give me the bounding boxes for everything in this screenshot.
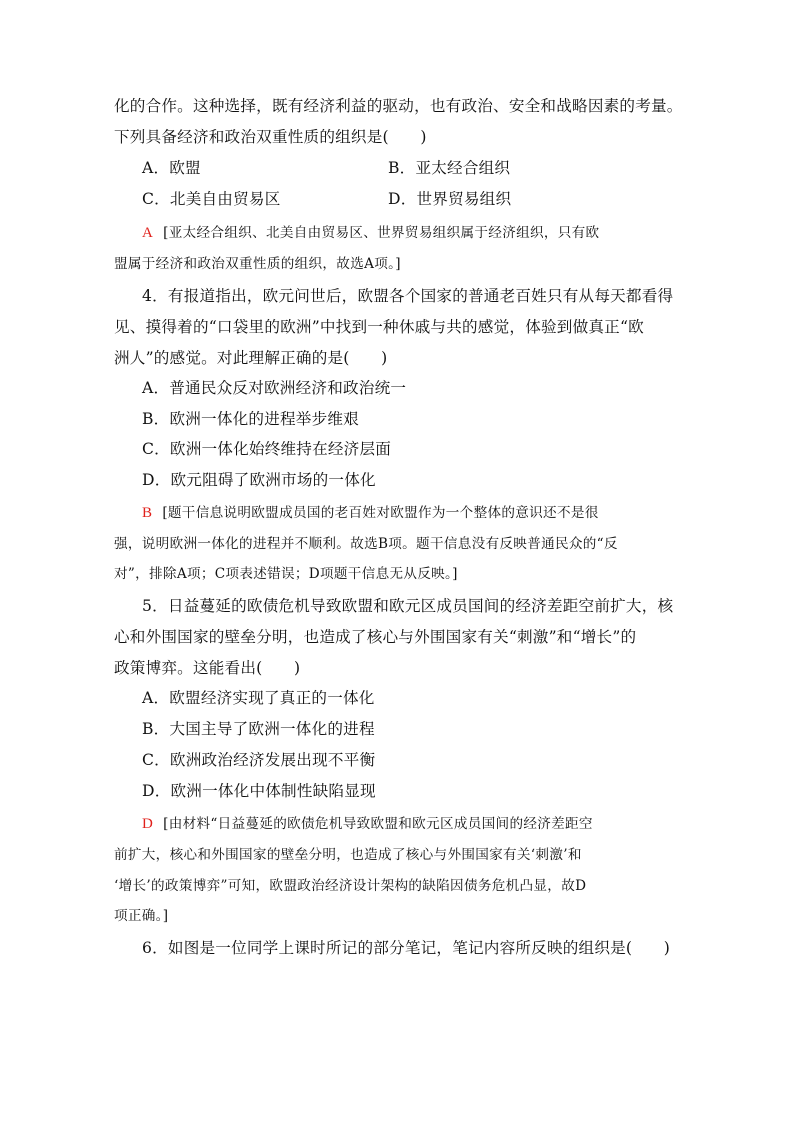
option-a: A．欧盟 (142, 159, 201, 177)
option-d: D．欧元阻碍了欧洲市场的一体化 (142, 471, 376, 489)
question-stem: 6．如图是一位同学上课时所记的部分笔记，笔记内容所反映的组织是( ) (142, 939, 671, 957)
text-line: 化的合作。这种选择，既有经济利益的驱动，也有政治、安全和战略因素的考量。 (114, 97, 683, 115)
answer-explanation: 对”，排除A项；C项表述错误；D项题干信息无从反映。] (114, 566, 458, 582)
question-stem: 见、摸得着的“口袋里的欧洲”中找到一种休戚与共的感觉，体验到做真正“欧 (114, 318, 644, 336)
question-stem: 心和外围国家的壁垒分明，也造成了核心与外围国家有关“刺激”和“增长”的 (114, 628, 637, 646)
answer-line (142, 503, 599, 523)
option-c: C．欧洲一体化始终维持在经济层面 (142, 440, 392, 458)
option-c: C．北美自由贸易区 (142, 190, 281, 208)
option-d: D．欧洲一体化中体制性缺陷显现 (142, 782, 376, 800)
answer-explanation: ‘增长’的政策博弈”可知，欧盟政治经济设计架构的缺陷因债务危机凸显，故D (114, 878, 587, 894)
answer-letter: D (142, 816, 154, 832)
answer-explanation: [由材料“日益蔓延的欧债危机导致欧盟和欧元区成员国间的经济差距空 (163, 816, 593, 832)
option-row (142, 158, 511, 178)
question-stem: 5．日益蔓延的欧债危机导致欧盟和欧元区成员国间的经济差距空前扩大，核 (142, 597, 674, 615)
answer-letter: A (142, 225, 154, 241)
answer-explanation: [亚太经合组织、北美自由贸易区、世界贸易组织属于经济组织，只有欧 (163, 225, 600, 241)
option-c: C．欧洲政治经济发展出现不平衡 (142, 751, 376, 769)
answer-explanation: 强，说明欧洲一体化的进程并不顺利。故选B项。题干信息没有反映普通民众的“反 (114, 536, 618, 552)
question-stem: 4．有报道指出，欧元问世后，欧盟各个国家的普通老百姓只有从每天都看得 (142, 287, 674, 305)
question-stem: 政策博弈。这能看出( ) (114, 659, 301, 677)
answer-explanation: [题干信息说明欧盟成员国的老百姓对欧盟作为一个整体的意识还不是很 (162, 505, 599, 521)
option-row (142, 189, 512, 209)
option-a: A．欧盟经济实现了真正的一体化 (142, 689, 375, 707)
option-b: B．亚太经合组织 (388, 159, 511, 177)
option-d: D．世界贸易组织 (388, 190, 512, 208)
option-a: A．普通民众反对欧洲经济和政治统一 (142, 379, 407, 397)
answer-letter: B (142, 505, 153, 521)
answer-explanation: 项正确。] (114, 908, 169, 924)
answer-explanation: 盟属于经济和政治双重性质的组织，故选A项。] (114, 256, 401, 272)
option-b: B．欧洲一体化的进程举步维艰 (142, 410, 359, 428)
answer-line (142, 223, 599, 243)
question-stem: 下列具备经济和政治双重性质的组织是( ) (114, 128, 427, 146)
answer-line (142, 814, 593, 834)
question-stem: 洲人”的感觉。对此理解正确的是( ) (114, 349, 388, 367)
option-b: B．大国主导了欧洲一体化的进程 (142, 720, 375, 738)
answer-explanation: 前扩大，核心和外围国家的壁垒分明，也造成了核心与外围国家有关‘刺激’和 (114, 847, 582, 863)
